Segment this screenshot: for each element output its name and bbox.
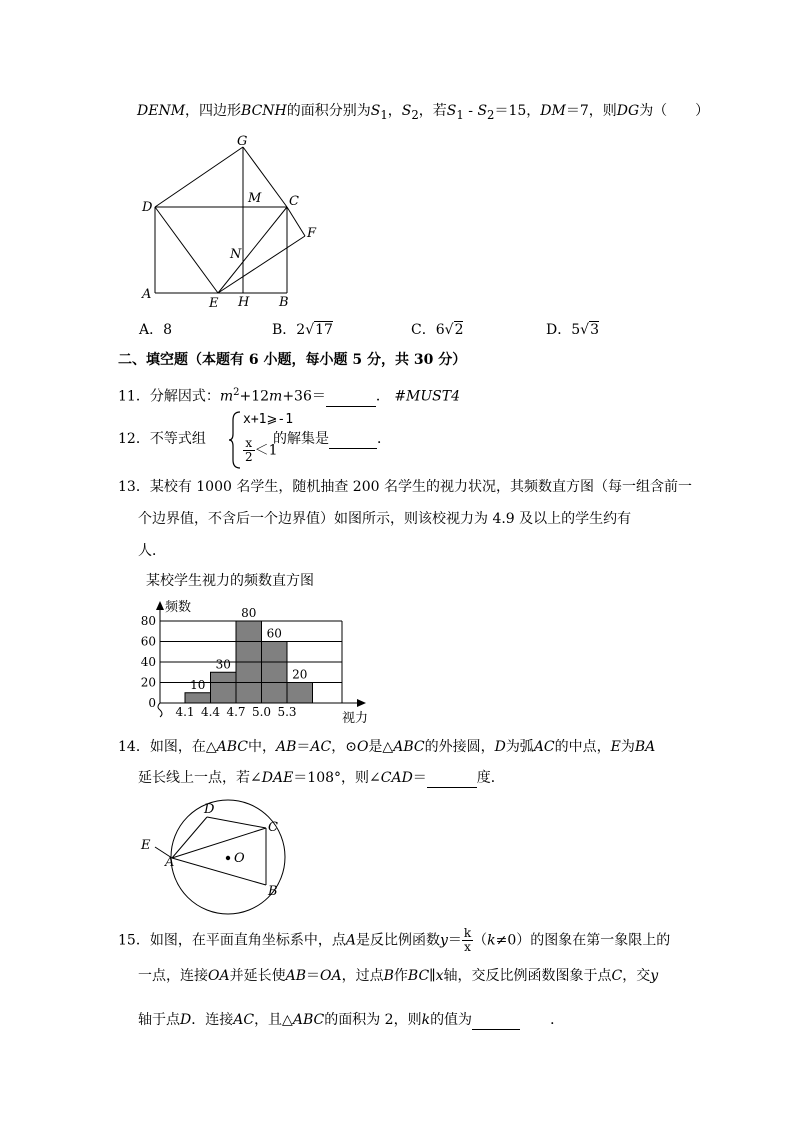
y-tick-label: 60 bbox=[140, 634, 156, 649]
label-a: A bbox=[142, 287, 152, 302]
segment-ab bbox=[172, 858, 266, 885]
x-tick-label: 5.0 bbox=[251, 705, 272, 719]
q14-line-1: 14．如图，在△ABC中，AB＝AC，⊙O是△ABC的外接圆，D为弧AC的中点，E为BA bbox=[118, 739, 656, 755]
q15-line-1: 15．如图，在平面直角坐标系中，点A是反比例函数y＝ $\frac{k}{x}$ （k≠0）的图象在第一象限上的 bbox=[118, 926, 671, 954]
label-e: E bbox=[141, 838, 151, 853]
data-label: 20 bbox=[292, 667, 308, 682]
y-tick-label: 20 bbox=[140, 675, 156, 690]
label-f: F bbox=[307, 226, 317, 241]
x-tick-label: 4.1 bbox=[175, 705, 195, 719]
x-tick-label: 5.3 bbox=[277, 705, 297, 719]
segment-ac bbox=[172, 828, 266, 858]
x-tick-label: 4.7 bbox=[226, 705, 246, 719]
data-label: 80 bbox=[241, 606, 257, 620]
q12-tail: 的解集是 ． bbox=[273, 431, 391, 447]
q11: 11．分解因式：$m^2+12m+36=$ ． #MUST4 bbox=[118, 387, 461, 405]
q12-inequality-1: x+1⩾-1 bbox=[243, 412, 294, 427]
q15-line-2: 一点，连接OA并延长使AB＝OA，过点B作BC∥x轴，交反比例函数图象于点C，交y bbox=[138, 968, 659, 984]
segment-dc bbox=[207, 817, 266, 828]
q14-line-2: 延长线上一点，若∠DAE＝108°，则∠CAD＝ 度． bbox=[138, 770, 505, 786]
label-o: O bbox=[234, 851, 245, 866]
y-tick-label: 80 bbox=[140, 614, 156, 628]
y-axis-label: 频数 bbox=[165, 600, 192, 615]
q10-option-b[interactable]: B．2√17 bbox=[272, 322, 333, 338]
label-d: D bbox=[204, 802, 215, 817]
q13-line-2: 个边界值，不含后一个边界值）如图所示，则该校视力为 4.9 及以上的学生约有 bbox=[138, 511, 632, 527]
label-b: B bbox=[279, 295, 289, 310]
label-d: D bbox=[142, 200, 153, 215]
label-b: B bbox=[268, 884, 278, 899]
label-c: C bbox=[289, 194, 299, 209]
label-n: N bbox=[230, 247, 242, 262]
center-point bbox=[226, 856, 230, 860]
q10-option-a[interactable]: A．8 bbox=[139, 322, 173, 338]
label-e: E bbox=[209, 296, 219, 311]
x-tick-label: 4.4 bbox=[200, 705, 221, 719]
label-h: H bbox=[238, 295, 250, 310]
q15-answer-blank[interactable] bbox=[472, 1013, 520, 1030]
y-tick-label: 40 bbox=[140, 655, 156, 669]
q13-line-3: 人． bbox=[138, 543, 166, 559]
label-a: A bbox=[165, 855, 175, 870]
label-m: M bbox=[248, 191, 262, 206]
label-c: C bbox=[268, 820, 278, 835]
q10-option-c[interactable]: C．6√2 bbox=[411, 322, 464, 338]
data-label: 60 bbox=[266, 626, 282, 641]
q10-stem: DENM，四边形BCNH的面积分别为$S_1$，$S_2$，若$S_1 - S_2=15$，DM＝7，则DG为（ ） bbox=[137, 103, 710, 122]
section-heading: 二、填空题（本题有 6 小题，每小题 5 分，共 30 分） bbox=[118, 352, 467, 368]
q10-option-d[interactable]: D．5√3 bbox=[546, 322, 599, 338]
label-g: G bbox=[237, 134, 248, 149]
data-label: 30 bbox=[215, 657, 231, 672]
q15-line-3: 轴于点D．连接AC，且△ABC的面积为 2，则k的值为 ． bbox=[138, 1012, 565, 1028]
q12-inequality-2: $\frac{x}{2}$ ＜1 bbox=[245, 436, 278, 464]
y-tick-label: 0 bbox=[148, 696, 156, 710]
data-label: 10 bbox=[190, 677, 206, 692]
x-axis-label: 视力 bbox=[342, 711, 369, 726]
chart-title: 某校学生视力的频数直方图 bbox=[146, 573, 314, 589]
q12: 12．不等式组 bbox=[118, 431, 206, 447]
segment-ad bbox=[172, 817, 207, 858]
q13-line-1: 13．某校有 1000 名学生，随机抽查 200 名学生的视力状况，其频数直方图（每一组含前一 bbox=[118, 479, 692, 495]
